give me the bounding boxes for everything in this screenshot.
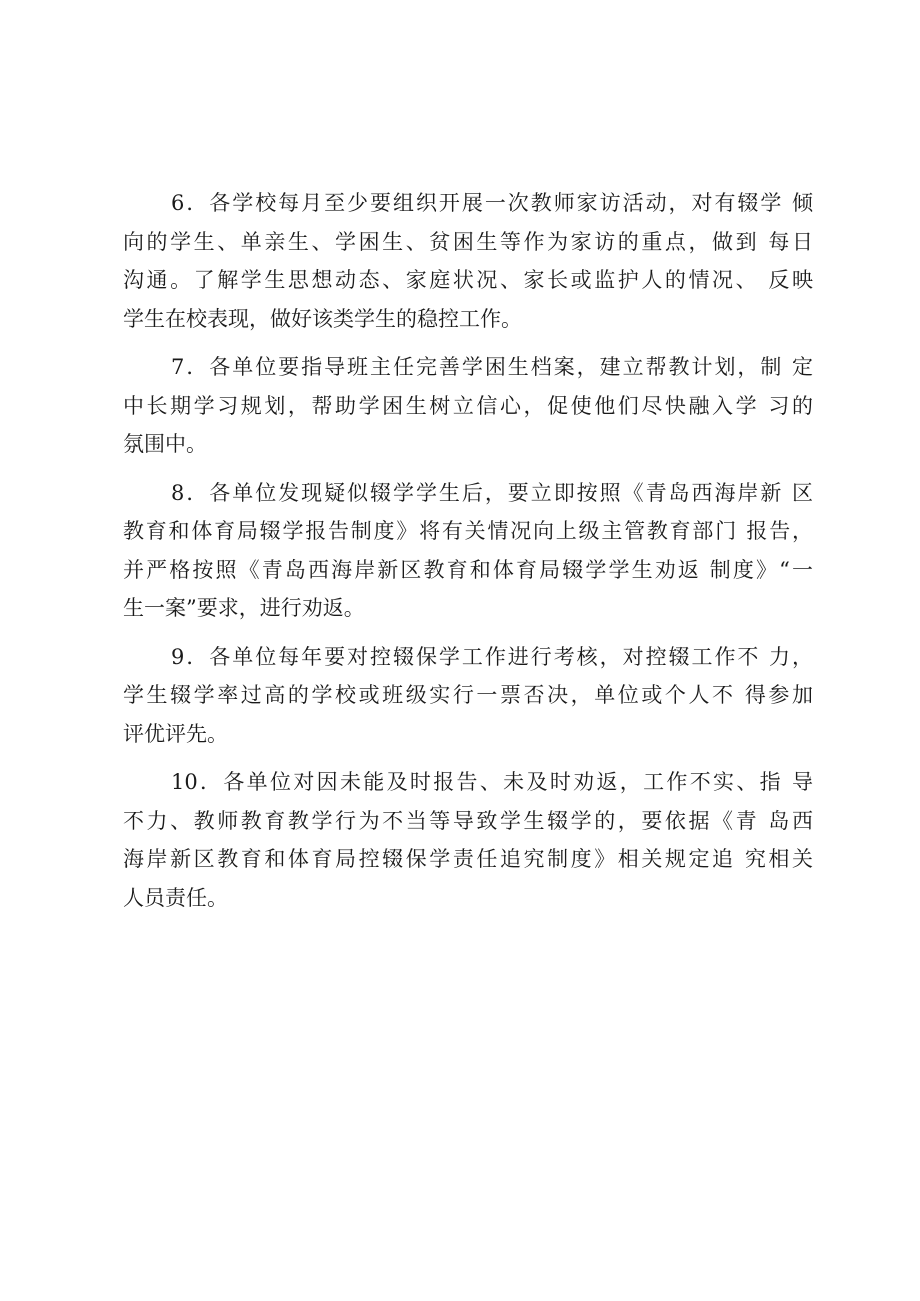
paragraph-line: 氛围中。: [123, 432, 207, 456]
paragraph-line: 海岸新区教育和体育局控辍保学责任追究制度》相关规定追 究相关: [123, 847, 813, 871]
paragraph-line: 9．各单位每年要对控辍保学工作进行考核，对控辍工作不 力，: [171, 644, 813, 669]
paragraph-line: 中长期学习规划，帮助学困生树立信心，促使他们尽快融入学 习的: [123, 393, 813, 418]
paragraph-line: 教育和体育局辍学报告制度》将有关情况向上级主管教育部门 报告，: [123, 519, 813, 543]
paragraph-line: 向的学生、单亲生、学困生、贫困生等作为家访的重点，做到 每日: [123, 229, 813, 254]
paragraph-line: 7．各单位要指导班主任完善学困生档案，建立帮教计划，制 定: [171, 355, 813, 379]
paragraph-line: 8．各单位发现疑似辍学学生后，要立即按照《青岛西海岸新 区: [171, 480, 813, 505]
paragraph-line: 并严格按照《青岛西海岸新区教育和体育局辍学学生劝返 制度》“一: [123, 557, 813, 582]
paragraph-line: 6．各学校每月至少要组织开展一次教师家访活动，对有辍学 倾: [171, 191, 813, 215]
paragraph-line: 人员责任。: [123, 885, 228, 910]
paragraph-line: 沟通。了解学生思想动态、家庭状况、家长或监护人的情况、 反映: [123, 268, 813, 292]
paragraph-line: 生一案”要求，进行劝返。: [123, 596, 365, 620]
document-body: [123, 184, 813, 927]
paragraph-7: [123, 348, 813, 464]
paragraph-line: 学生在校表现，做好该类学生的稳控工作。: [123, 306, 522, 331]
paragraph-line: 10．各单位对因未能及时报告、未及时劝返，工作不实、指 导: [171, 770, 813, 794]
paragraph-8: [123, 474, 813, 628]
paragraph-9: [123, 638, 813, 754]
paragraph-line: 不力、教师教育教学行为不当等导致学生辍学的，要依据《青 岛西: [123, 808, 813, 833]
paragraph-line: 学生辍学率过高的学校或班级实行一票否决，单位或个人不 得参加: [123, 683, 813, 707]
paragraph-line: 评优评先。: [123, 721, 228, 746]
paragraph-10: [123, 763, 813, 917]
paragraph-6: [123, 184, 813, 338]
